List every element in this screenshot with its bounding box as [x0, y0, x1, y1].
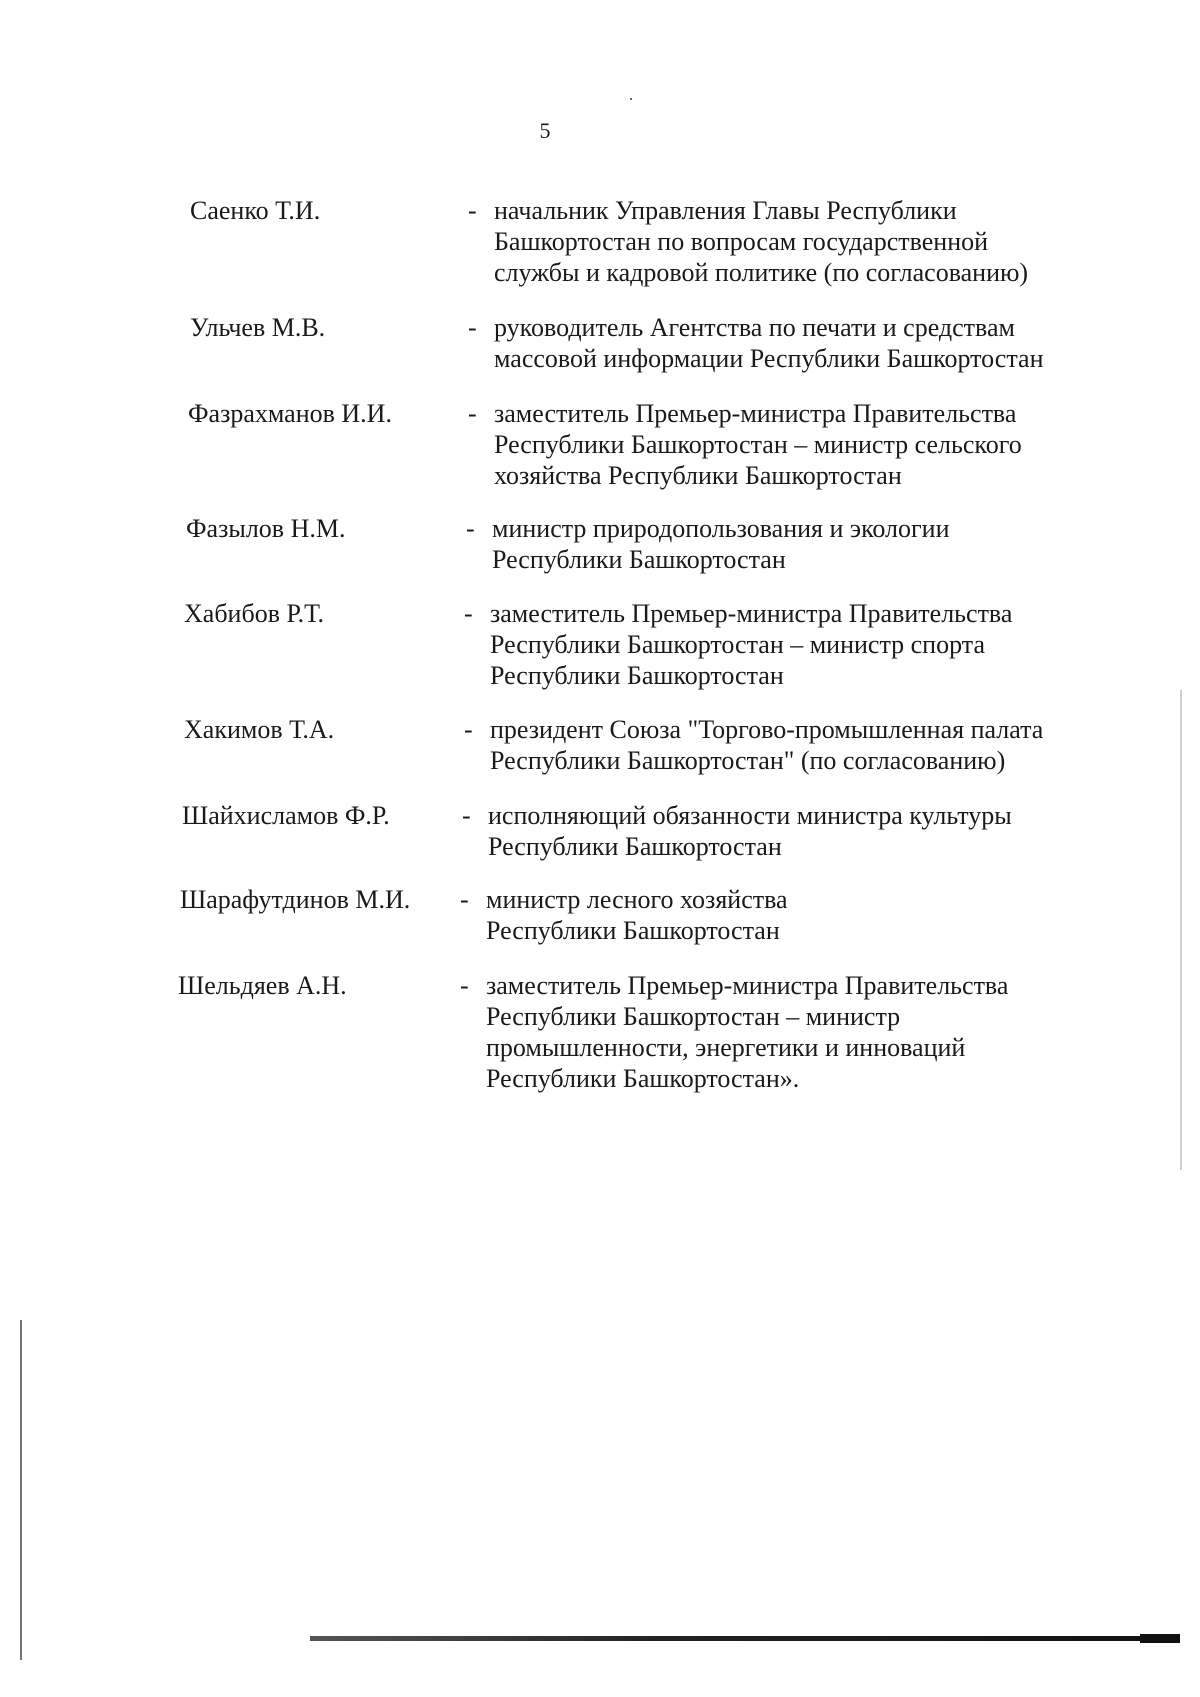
- member-position: руководитель Агентства по печати и средствам массовой информации Республики Башкортостан: [494, 313, 1044, 373]
- member-dash: -: [468, 399, 477, 428]
- member-name: Шельдяев А.Н.: [178, 971, 347, 1000]
- member-position: заместитель Премьер-министра Правительства Республики Башкортостан – министр промышленности, энергетики и инноваций Республики Башкортостан».: [486, 971, 1009, 1093]
- member-dash: -: [468, 196, 477, 225]
- member-dash: -: [462, 801, 471, 830]
- member-dash: -: [464, 599, 473, 628]
- member-dash: -: [464, 715, 473, 744]
- member-name: Шайхисламов Ф.Р.: [182, 801, 390, 830]
- member-position: министр лесного хозяйства Республики Башкортостан: [486, 885, 788, 945]
- member-position: исполняющий обязанности министра культуры Республики Башкортостан: [488, 801, 1012, 861]
- scan-edge-line-left: [20, 1320, 22, 1660]
- scan-edge-line-bottom: [310, 1636, 1180, 1641]
- member-name: Ульчев М.В.: [190, 313, 326, 342]
- scan-edge-line-right: [1180, 690, 1182, 1170]
- scan-edge-mark-bottom: [1140, 1634, 1180, 1643]
- member-name: Саенко Т.И.: [190, 196, 321, 225]
- member-name: Фазылов Н.М.: [186, 514, 346, 543]
- member-name: Хакимов Т.А.: [184, 715, 335, 744]
- member-name: Шарафутдинов М.И.: [180, 885, 411, 914]
- member-name: Фазрахманов И.И.: [188, 399, 392, 428]
- member-dash: -: [460, 885, 469, 914]
- member-name: Хабибов Р.Т.: [184, 599, 324, 628]
- member-position: заместитель Премьер-министра Правительства Республики Башкортостан – министр сельского хозяйства Республики Башкортостан: [494, 399, 1022, 490]
- member-dash: -: [460, 971, 469, 1000]
- member-position: министр природопользования и экологии Республики Башкортостан: [492, 514, 950, 574]
- member-position: заместитель Премьер-министра Правительства Республики Башкортостан – министр спорта Республики Башкортостан: [490, 599, 1013, 690]
- page-number: 5: [539, 118, 551, 143]
- member-position: президент Союза "Торгово-промышленная палата Республики Башкортостан" (по согласованию): [490, 715, 1044, 775]
- member-position: начальник Управления Главы Республики Башкортостан по вопросам государственной службы и кадровой политике (по согласованию): [494, 196, 1029, 287]
- member-dash: -: [466, 514, 475, 543]
- member-dash: -: [468, 313, 477, 342]
